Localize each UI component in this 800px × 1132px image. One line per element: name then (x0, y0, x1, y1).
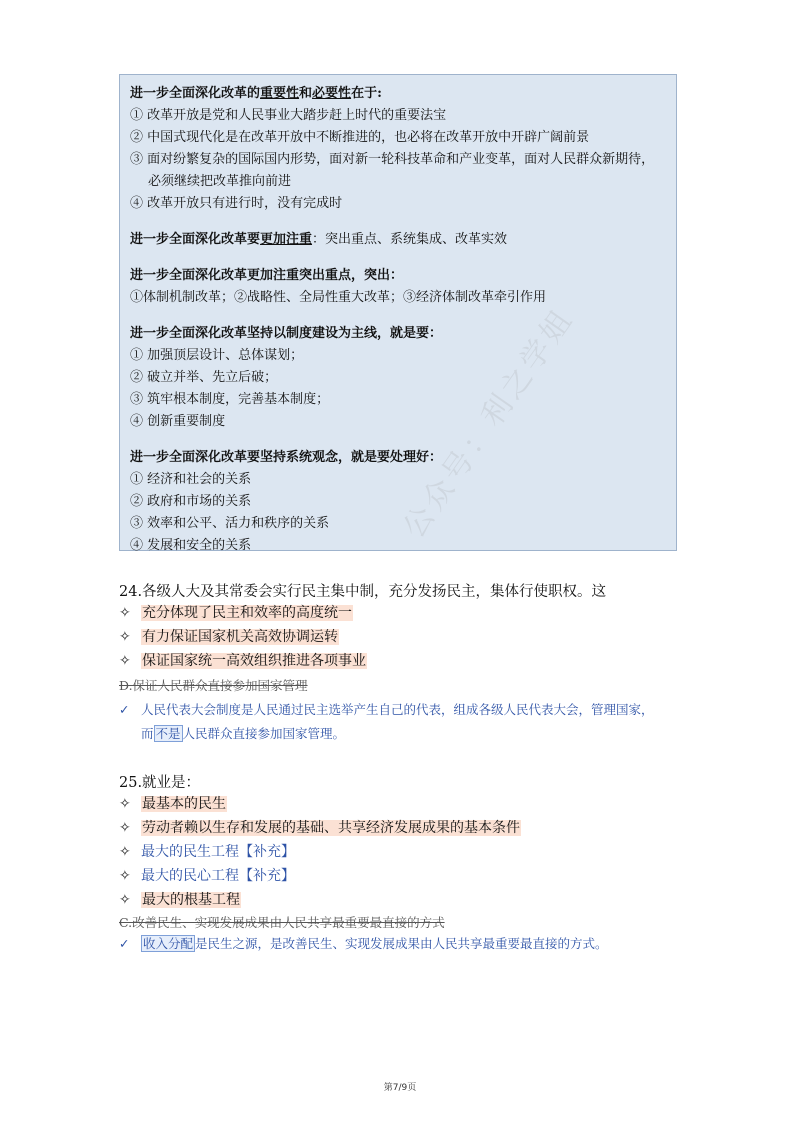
q25-option: ✧ 最大的民心工程【补充】 (119, 868, 295, 884)
list-item: ④ 发展和安全的关系 (130, 538, 252, 553)
list-item: ② 破立并举、先立后破； (130, 370, 278, 385)
summary-box (119, 74, 677, 551)
list-item: ① 加强顶层设计、总体谋划； (130, 348, 304, 363)
list-item: ③ 面对纷繁复杂的国际国内形势，面对新一轮科技革命和产业变革，面对人民群众新期待， (130, 152, 655, 167)
diamond-star-icon: ✧ (119, 605, 131, 621)
q25-option: ✧ 最大的民生工程【补充】 (119, 844, 295, 860)
q25-wrong-option: C.改善民生、实现发展成果由人民共享最重要最直接的方式 (119, 915, 445, 930)
list-item: ④ 改革开放只有进行时，没有完成时 (130, 196, 343, 211)
diamond-star-icon: ✧ (119, 820, 131, 836)
q25-explanation: ✓ 收入分配 是民生之源，是改善民生、实现发展成果由人民共享最重要最直接的方式。 (119, 932, 608, 956)
list-item: ② 中国式现代化是在改革开放中不断推进的，也必将在改革开放中开辟广阔前景 (130, 130, 590, 145)
diamond-star-icon: ✧ (119, 796, 131, 812)
q24-option: ✧ 有力保证国家机关高效协调运转 (119, 629, 338, 645)
section-title-importance: 进一步全面深化改革的重要性和必要性在于: (130, 86, 382, 101)
q25-option: ✧ 最基本的民生 (119, 796, 226, 812)
q24-wrong-option: D.保证人民群众直接参加国家管理 (119, 678, 308, 693)
list-item: ④ 创新重要制度 (130, 414, 226, 429)
question-25-title: 25.就业是： (119, 775, 201, 791)
question-24-title: 24.各级人大及其常委会实行民主集中制，充分发扬民主，集体行使职权。这 (119, 584, 607, 600)
check-icon: ✓ (119, 936, 130, 951)
q24-option: ✧ 保证国家统一高效组织推进各项事业 (119, 653, 366, 669)
list-item: ② 政府和市场的关系 (130, 494, 252, 509)
list-item: ①体制机制改革；②战略性、全局性重大改革；③经济体制改革牵引作用 (130, 290, 547, 305)
list-item: ③ 效率和公平、活力和秩序的关系 (130, 516, 330, 531)
list-item: ① 经济和社会的关系 (130, 472, 252, 487)
section-title-key-points: 进一步全面深化改革更加注重突出重点，突出： (130, 268, 404, 283)
list-item: ③ 筑牢根本制度，完善基本制度； (130, 392, 330, 407)
list-item: ① 改革开放是党和人民事业大踏步赶上时代的重要法宝 (130, 108, 447, 123)
diamond-star-icon: ✧ (119, 892, 131, 908)
list-item-continuation: 必须继续把改革推向前进 (148, 174, 292, 189)
diamond-star-icon: ✧ (119, 868, 131, 884)
check-icon: ✓ (119, 702, 130, 717)
watermark: 公众号：利之学姐 (396, 301, 582, 545)
page-number: 第7/9页 (383, 1083, 417, 1093)
diamond-star-icon: ✧ (119, 653, 131, 669)
q25-option: ✧ 劳动者赖以生存和发展的基础、共享经济发展成果的基本条件 (119, 820, 520, 836)
section-title-focus: 进一步全面深化改革要更加注重：突出重点、系统集成、改革实效 (130, 232, 508, 247)
q24-explanation-cont: 而 不是 人民群众直接参加国家管理。 (141, 726, 346, 741)
q24-option: ✧ 充分体现了民主和效率的高度统一 (119, 605, 352, 621)
q25-option: ✧ 最大的根基工程 (119, 892, 240, 908)
diamond-star-icon: ✧ (119, 844, 131, 860)
q24-explanation: ✓ 人民代表大会制度是人民通过民主选举产生自己的代表，组成各级人民代表大会，管理国家， (119, 698, 654, 722)
section-title-institution: 进一步全面深化改革坚持以制度建设为主线，就是要： (130, 326, 443, 341)
diamond-star-icon: ✧ (119, 629, 131, 645)
section-title-system: 进一步全面深化改革要坚持系统观念，就是要处理好： (130, 450, 443, 465)
